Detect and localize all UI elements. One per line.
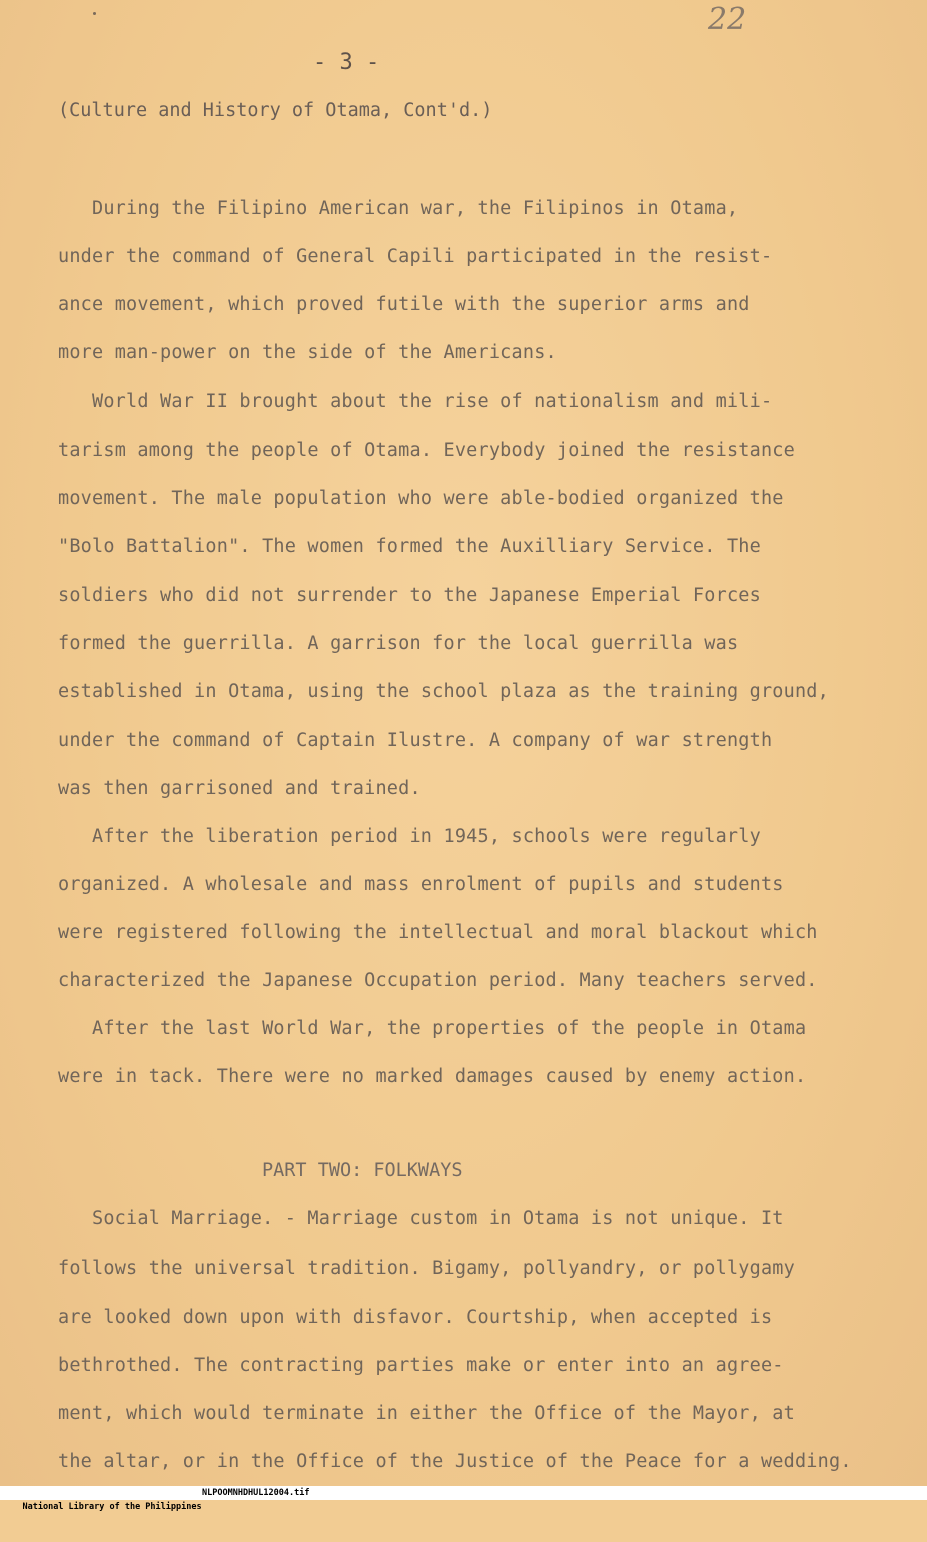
text-line: "Bolo Battalion". The women formed the Auxilliary Service. The (58, 536, 761, 557)
text-line: were registered following the intellectual and moral blackout which (58, 922, 818, 943)
page-number: - 3 - (313, 50, 380, 75)
text-line: was then garrisoned and trained. (58, 778, 421, 799)
text-line: the altar, or in the Office of the Justice of the Peace for a wedding. (58, 1451, 852, 1472)
text-line: more man-power on the side of the Americans. (58, 342, 557, 363)
section-title: PART TWO: FOLKWAYS (262, 1160, 463, 1181)
text-line: After the last World War, the properties of the people in Otama (92, 1018, 807, 1039)
text-line: Social Marriage. - Marriage custom in Otama is not unique. It (92, 1208, 784, 1229)
text-line: During the Filipino American war, the Filipinos in Otama, (92, 198, 739, 219)
text-line: World War II brought about the rise of nationalism and mili- (92, 391, 773, 412)
text-line: characterized the Japanese Occupation period. Many teachers served. (58, 970, 818, 991)
text-line: formed the guerrilla. A garrison for the local guerrilla was (58, 633, 739, 654)
speck (93, 12, 96, 15)
text-line: After the liberation period in 1945, schools were regularly (92, 826, 761, 847)
text-line: follows the universal tradition. Bigamy, pollyandry, or pollygamy (58, 1258, 795, 1279)
text-line: soldiers who did not surrender to the Japanese Emperial Forces (58, 585, 761, 606)
text-line: under the command of Captain Ilustre. A company of war strength (58, 730, 773, 751)
footer-file-id: NLPOOMNHDHUL12004.tif (202, 1488, 310, 1498)
section-heading: (Culture and History of Otama, Cont'd.) (58, 100, 493, 121)
footer-library: National Library of the Philippines (22, 1502, 202, 1512)
text-line: ment, which would terminate in either the Office of the Mayor, at (58, 1403, 795, 1424)
text-line: bethrothed. The contracting parties make or enter into an agree- (58, 1355, 784, 1376)
text-line: tarism among the people of Otama. Everybody joined the resistance (58, 440, 795, 461)
text-line: movement. The male population who were able-bodied organized the (58, 488, 784, 509)
text-line: under the command of General Capili participated in the resist- (58, 246, 773, 267)
handwritten-page-number: 22 (708, 2, 747, 37)
scan-footer (0, 1486, 927, 1512)
text-line: were in tack. There were no marked damages caused by enemy action. (58, 1066, 807, 1087)
text-line: ance movement, which proved futile with the superior arms and (58, 294, 750, 315)
text-line: established in Otama, using the school plaza as the training ground, (58, 681, 829, 702)
text-line: are looked down upon with disfavor. Courtship, when accepted is (58, 1307, 773, 1328)
text-line: organized. A wholesale and mass enrolment of pupils and students (58, 874, 784, 895)
